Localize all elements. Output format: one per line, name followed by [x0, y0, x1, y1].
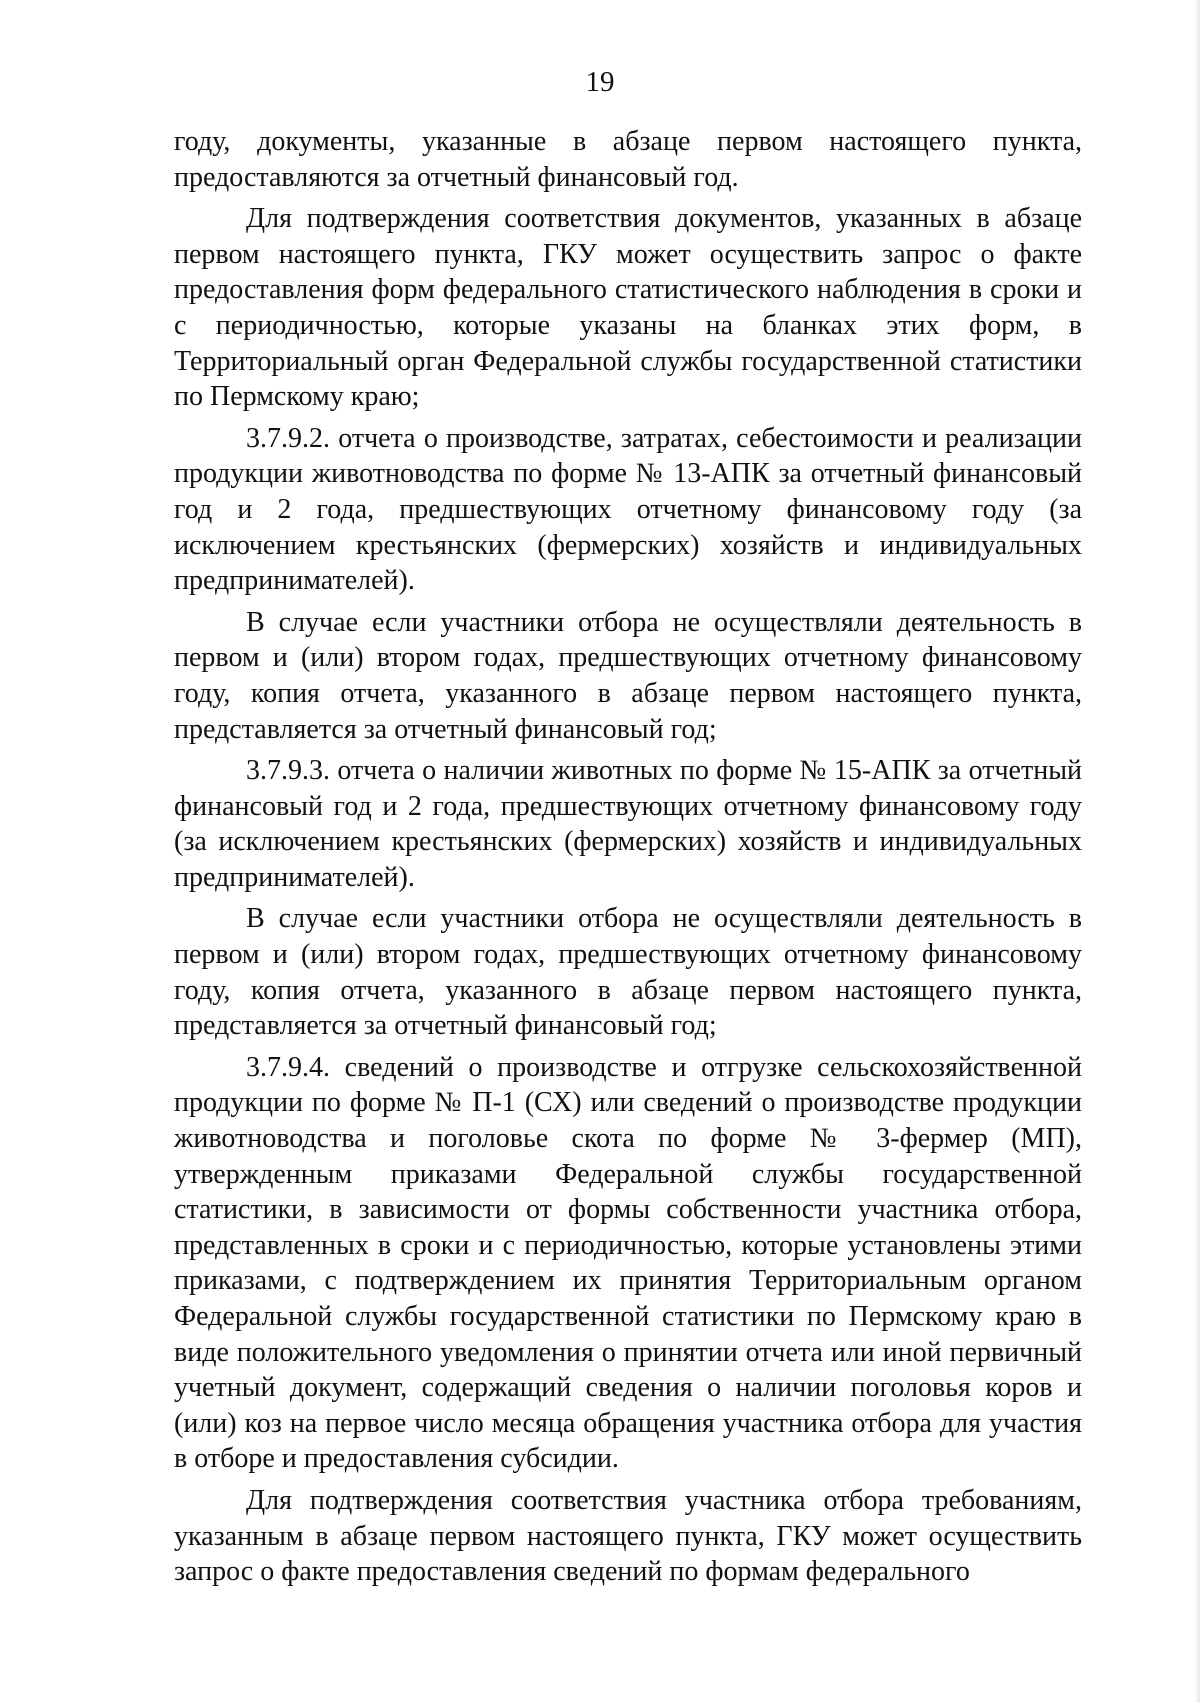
- paragraph-3-7-9-2: 3.7.9.2. отчета о производстве, затратах, себестоимости и реализации продукции животноводства по форме № 13-АПК за отчетный финансовый год и 2 года, предшествующих отчетному финансовому году (за исключением крестьянских (фермерских) хозяйств и индивидуальных предпринимателей).: [174, 422, 1082, 597]
- scan-edge-shadow: [1194, 0, 1200, 1703]
- document-body: [174, 124, 1082, 1590]
- paragraph-3-7-9-4: 3.7.9.4. сведений о производстве и отгрузке сельскохозяйственной продукции по форме № П-1 (СХ) или сведений о производстве продукции животноводства и поголовье скота по форме № 3-фермер (МП), утвержденным приказами Федеральной службы государственной статистики, в зависимости от формы собственности участника отбора, представленных в сроки и с периодичностью, которые установлены этими приказами, с подтверждением их принятия Территориальным органом Федеральной службы государственной статистики по Пермскому краю в виде положительного уведомления о принятии отчета или иной первичный учетный документ, содержащий сведения о наличии поголовья коров и (или) коз на первое число месяца обращения участника отбора для участия в отборе и предоставления субсидии.: [174, 1051, 1082, 1475]
- paragraph-3-7-9-3-case: В случае если участники отбора не осуществляли деятельность в первом и (или) втором годах, предшествующих отчетному финансовому году, копия отчета, указанного в абзаце первом настоящего пункта, представляется за отчетный финансовый год;: [174, 903, 1082, 1042]
- page-number: 19: [585, 66, 615, 98]
- paragraph-3-7-9-2-case: В случае если участники отбора не осуществляли деятельность в первом и (или) втором годах, предшествующих отчетному финансовому году, копия отчета, указанного в абзаце первом настоящего пункта, представляется за отчетный финансовый год;: [174, 606, 1082, 745]
- paragraph-confirmation-documents: Для подтверждения соответствия документов, указанных в абзаце первом настоящего пункта, ГКУ может осуществить запрос о факте предоставления форм федерального статистического наблюдения в сроки и с периодичностью, которые указаны на бланках этих форм, в Территориальный орган Федеральной службы государственной статистики по Пермскому краю;: [174, 203, 1082, 413]
- paragraph-continuation: году, документы, указанные в абзаце первом настоящего пункта, предоставляются за отчетный финансовый год.: [174, 126, 1082, 193]
- paragraph-3-7-9-3: 3.7.9.3. отчета о наличии животных по форме № 15-АПК за отчетный финансовый год и 2 года, предшествующих отчетному финансовому году (за исключением крестьянских (фермерских) хозяйств и индивидуальных предпринимателей).: [174, 755, 1082, 893]
- paragraph-confirmation-participant: Для подтверждения соответствия участника отбора требованиям, указанным в абзаце первом настоящего пункта, ГКУ может осуществить запрос о факте предоставления сведений по формам федерального: [174, 1484, 1082, 1588]
